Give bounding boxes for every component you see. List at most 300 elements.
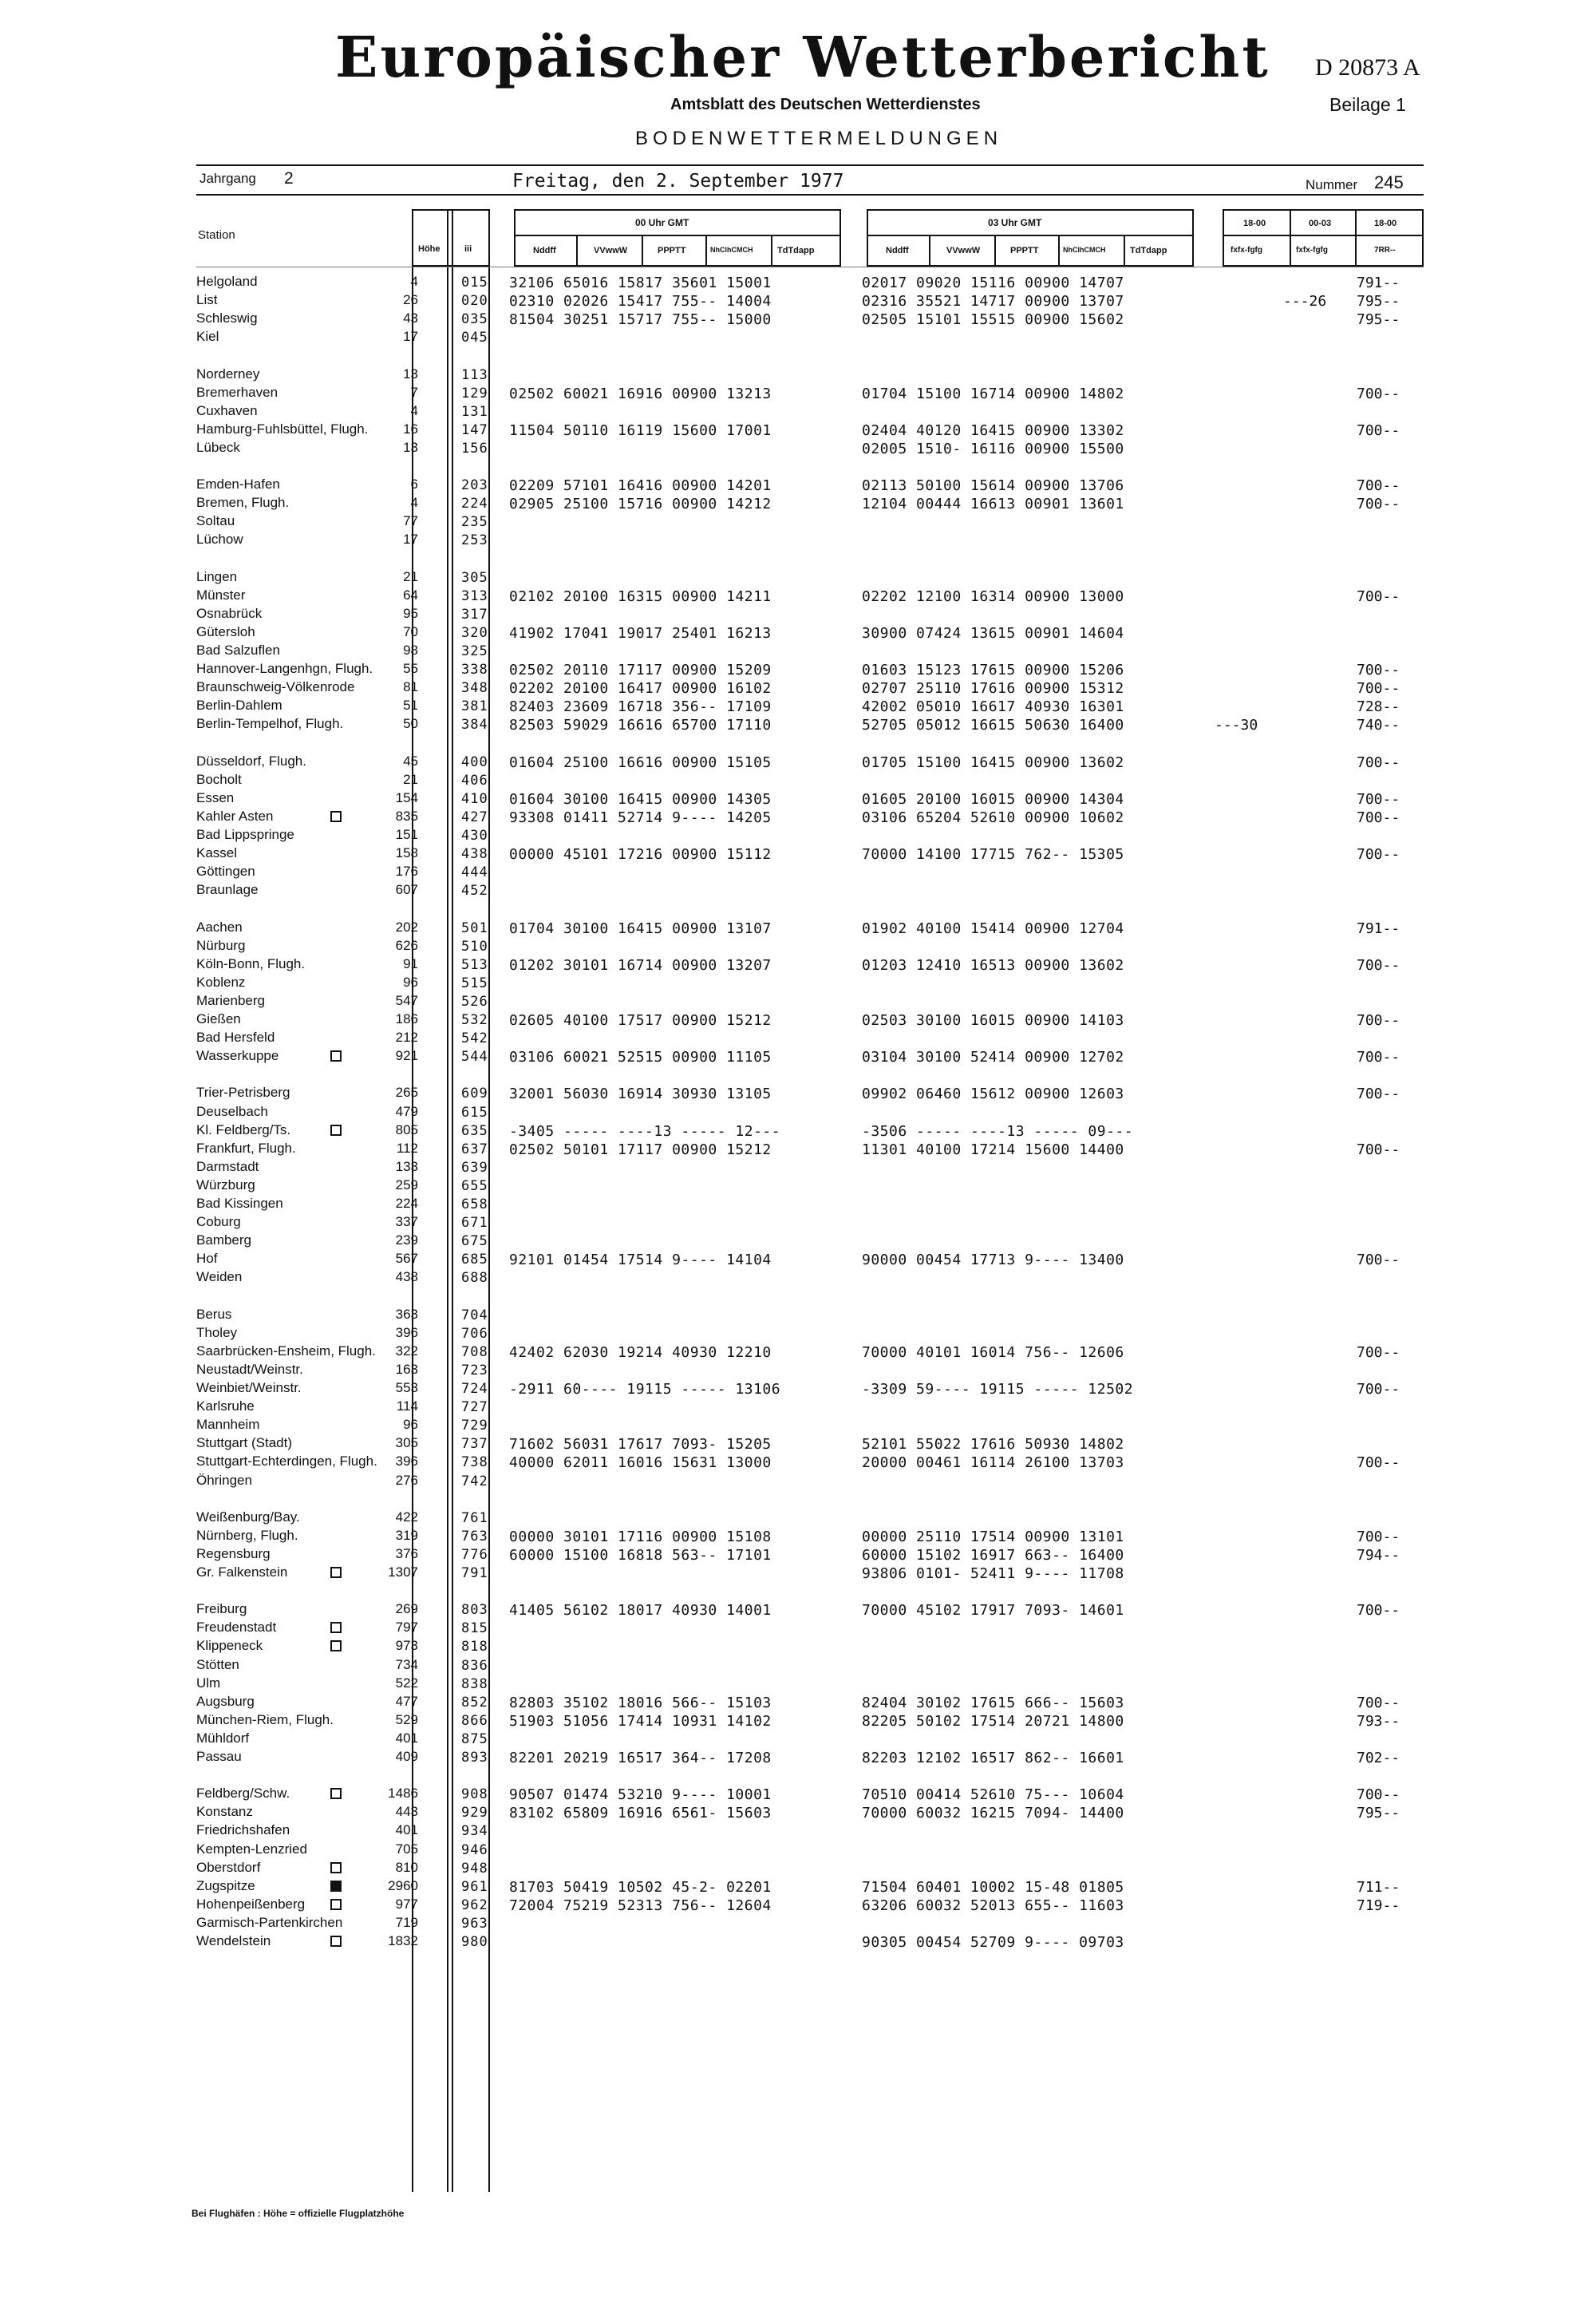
block-00-box (514, 209, 841, 267)
precip-18-00: 740-- (1357, 717, 1400, 734)
station-height: 810 (395, 1859, 418, 1875)
station-height: 479 (395, 1103, 418, 1119)
station-index: 671 (461, 1215, 488, 1232)
station-name: Emden-Hafen (196, 477, 280, 492)
station-name: Karlsruhe (196, 1398, 255, 1414)
obs-00-gmt: 32106 65016 15817 35601 15001 (509, 275, 772, 291)
station-index: 438 (461, 846, 488, 863)
obs-00-gmt: 71602 56031 17617 7093- 15205 (509, 1436, 772, 1454)
station-height: 409 (395, 1749, 418, 1764)
station-row (196, 1232, 1409, 1251)
station-row (196, 1435, 1409, 1454)
station-height: 64 (403, 587, 418, 603)
station-row (196, 716, 1409, 734)
station-index: 742 (461, 1473, 488, 1489)
station-index: 706 (461, 1325, 488, 1342)
obs-03-gmt: 02017 09020 15116 00900 14707 (862, 275, 1124, 291)
station-index: 635 (461, 1122, 488, 1139)
station-height: 977 (395, 1896, 418, 1912)
station-name: Saarbrücken-Ensheim, Flugh. (196, 1343, 376, 1359)
beilage-label: Beilage 1 (1329, 94, 1406, 115)
block-extra-box (1223, 209, 1424, 267)
station-index: 156 (461, 440, 488, 457)
precip-18-00: 700-- (1357, 1343, 1400, 1361)
obs-00-gmt: -2911 60---- 19115 ----- 13106 (509, 1381, 781, 1398)
station-index: 131 (461, 403, 488, 420)
station-name: Stuttgart-Echterdingen, Flugh. (196, 1454, 377, 1469)
station-height: 522 (395, 1675, 418, 1691)
station-name: Gütersloh (196, 623, 255, 639)
station-height: 112 (396, 1140, 418, 1156)
station-height: 186 (395, 1011, 418, 1026)
precip-18-00: 700-- (1357, 680, 1400, 698)
station-row (196, 1564, 1409, 1583)
obs-03-gmt: 02005 1510- 16116 00900 15500 (862, 440, 1124, 457)
station-index: 253 (461, 532, 488, 549)
station-index: 908 (461, 1786, 488, 1803)
precip-18-00: 728-- (1357, 698, 1400, 716)
station-name: Hohenpeißenberg (196, 1896, 306, 1912)
station-index: 113 (461, 366, 488, 383)
station-name: Bad Hersfeld (196, 1030, 275, 1046)
station-row (196, 1638, 1409, 1656)
station-index: 020 (461, 293, 488, 310)
station-row (196, 975, 1409, 993)
station-index: 513 (461, 956, 488, 973)
station-height: 151 (395, 827, 418, 842)
station-row (196, 1601, 1409, 1620)
obs-03-gmt: 01704 15100 16714 00900 14802 (862, 385, 1124, 402)
station-row (196, 587, 1409, 606)
station-name: Lüchow (196, 532, 243, 548)
block-extra-sep1 (1290, 211, 1291, 265)
obs-03-gmt: 02505 15101 15515 00900 15602 (862, 311, 1124, 329)
station-row (196, 1196, 1409, 1214)
obs-03-gmt: 02113 50100 15614 00900 13706 (862, 477, 1124, 495)
station-index: 658 (461, 1196, 488, 1212)
station-name: Nürnberg, Flugh. (196, 1527, 298, 1543)
station-index: 637 (461, 1141, 488, 1157)
col03-tdtd: TdTdapp (1130, 246, 1167, 255)
station-height: 17 (403, 532, 418, 548)
obs-00-gmt: 00000 30101 17116 00900 15108 (509, 1528, 772, 1545)
header-bottom-rule (196, 194, 1424, 196)
station-height: 77 (403, 513, 418, 529)
station-height: 805 (395, 1121, 418, 1137)
station-row (196, 772, 1409, 790)
station-height: 719 (395, 1914, 418, 1930)
station-height: 81 (403, 679, 418, 695)
station-index: 515 (461, 975, 488, 991)
station-name: Tholey (196, 1324, 238, 1340)
station-height: 422 (395, 1509, 418, 1525)
block-00-sep1 (576, 235, 578, 265)
station-name: Frankfurt, Flugh. (196, 1140, 296, 1156)
station-index: 723 (461, 1362, 488, 1378)
station-name: Zugspitze (196, 1877, 255, 1893)
station-row (196, 1786, 1409, 1804)
station-row (196, 1933, 1409, 1952)
obs-00-gmt: 01202 30101 16714 00900 13207 (509, 956, 772, 974)
station-height: 401 (395, 1822, 418, 1838)
station-name: München-Riem, Flugh. (196, 1711, 334, 1727)
col-r1-period: 18-00 (1243, 219, 1266, 228)
station-name: Hamburg-Fuhlsbüttel, Flugh. (196, 421, 369, 437)
precip-18-00: 700-- (1357, 846, 1400, 864)
obs-00-gmt: 82503 59029 16616 65700 17110 (509, 717, 772, 734)
station-height: 70 (403, 623, 418, 639)
station-index: 427 (461, 809, 488, 825)
station-row (196, 1860, 1409, 1878)
obs-03-gmt: 03106 65204 52610 00900 10602 (862, 809, 1124, 826)
station-height: 7 (410, 384, 418, 400)
station-height: 95 (403, 605, 418, 621)
precip-18-00: 700-- (1357, 1049, 1400, 1066)
station-height: 547 (395, 992, 418, 1008)
station-row (196, 938, 1409, 956)
block-03-sep4 (1124, 235, 1125, 265)
station-height: 265 (395, 1085, 418, 1101)
station-row (196, 643, 1409, 661)
col03-vvwww: VVwwW (946, 246, 981, 255)
station-name: Lübeck (196, 439, 240, 455)
station-row (196, 310, 1409, 329)
station-index: 980 (461, 1934, 488, 1950)
col-hoehe: Höhe (418, 244, 440, 254)
station-name: Kassel (196, 845, 238, 861)
station-index: 893 (461, 1750, 488, 1766)
station-height: 259 (395, 1177, 418, 1193)
precip-18-00: 794-- (1357, 1546, 1400, 1564)
mountain-station-marker (330, 1936, 342, 1947)
station-name: Öhringen (196, 1472, 252, 1488)
col-r2-period: 00-03 (1309, 219, 1332, 228)
station-row (196, 1841, 1409, 1860)
col00-tdtd: TdTdapp (777, 246, 815, 255)
station-name: List (196, 292, 218, 308)
block-03-divider (868, 235, 1192, 236)
station-name: Marienberg (196, 992, 265, 1008)
station-height: 305 (395, 1435, 418, 1451)
station-row (196, 845, 1409, 864)
station-row (196, 1804, 1409, 1822)
col-r2-gust: fxfx-fgfg (1296, 246, 1328, 255)
station-row (196, 993, 1409, 1011)
station-row (196, 1325, 1409, 1343)
station-row (196, 1417, 1409, 1435)
station-name: Mühldorf (196, 1730, 250, 1746)
station-row (196, 1085, 1409, 1103)
station-name: Berus (196, 1306, 232, 1322)
station-height: 626 (395, 937, 418, 953)
gust-00-03: ---26 (1283, 293, 1327, 310)
station-index: 317 (461, 606, 488, 623)
station-index: 946 (461, 1841, 488, 1858)
precip-18-00: 700-- (1357, 1454, 1400, 1472)
station-row (196, 606, 1409, 624)
mountain-station-marker (330, 1899, 342, 1910)
station-height: 51 (403, 698, 418, 714)
col-r3-precip: 7RR-- (1374, 246, 1396, 255)
station-index: 803 (461, 1602, 488, 1619)
station-name: Koblenz (196, 974, 246, 990)
station-index: 609 (461, 1086, 488, 1102)
station-index: 410 (461, 790, 488, 807)
station-height: 13 (403, 366, 418, 382)
col-r3-period: 18-00 (1374, 219, 1397, 228)
station-name: Weißenburg/Bay. (196, 1509, 300, 1525)
station-height: 734 (395, 1656, 418, 1672)
station-row (196, 882, 1409, 900)
block-03-title: 03 Uhr GMT (988, 217, 1042, 228)
station-name: Deuselbach (196, 1103, 268, 1119)
station-index: 348 (461, 680, 488, 697)
obs-03-gmt: 70000 45102 17917 7093- 14601 (862, 1602, 1124, 1620)
obs-00-gmt: 02502 20110 17117 00900 15209 (509, 662, 772, 679)
precip-18-00: 700-- (1357, 753, 1400, 771)
nummer-value: 245 (1374, 172, 1404, 192)
precip-18-00: 700-- (1357, 1528, 1400, 1545)
station-height: 26 (403, 292, 418, 308)
obs-03-gmt: 02404 40120 16415 00900 13302 (862, 421, 1124, 439)
station-height: 396 (395, 1454, 418, 1469)
obs-03-gmt: 09902 06460 15612 00900 12603 (862, 1086, 1124, 1103)
station-height: 21 (403, 568, 418, 584)
station-index: 655 (461, 1177, 488, 1194)
station-index: 406 (461, 772, 488, 789)
station-name: Bamberg (196, 1232, 251, 1248)
station-height: 1832 (388, 1933, 418, 1948)
station-height: 21 (403, 771, 418, 787)
precip-18-00: 793-- (1357, 1712, 1400, 1730)
station-height: 6 (410, 477, 418, 492)
obs-00-gmt: 01604 30100 16415 00900 14305 (509, 790, 772, 808)
station-name: Osnabrück (196, 605, 263, 621)
station-name: Bad Salzuflen (196, 643, 280, 658)
station-row (196, 1546, 1409, 1564)
station-name: Oberstdorf (196, 1859, 261, 1875)
col03-nh: NhClhCMCH (1063, 246, 1106, 254)
obs-00-gmt: 81703 50419 10502 45-2- 02201 (509, 1878, 772, 1896)
station-row (196, 1177, 1409, 1196)
col-iii: iii (464, 244, 472, 254)
obs-03-gmt: 42002 05010 16617 40930 16301 (862, 698, 1124, 716)
mountain-station-marker (330, 1622, 342, 1633)
obs-03-gmt: 02707 25110 17616 00900 15312 (862, 680, 1124, 698)
station-index: 961 (461, 1878, 488, 1895)
obs-03-gmt: 60000 15102 16917 663-- 16400 (862, 1546, 1124, 1564)
station-name: Lingen (196, 568, 238, 584)
block-00-divider (516, 235, 839, 236)
block-03-sep3 (1058, 235, 1060, 265)
station-row (196, 366, 1409, 385)
station-name: Augsburg (196, 1693, 255, 1709)
obs-03-gmt: 82404 30102 17615 666-- 15603 (862, 1694, 1124, 1711)
station-height: 567 (395, 1251, 418, 1267)
station-row (196, 569, 1409, 587)
station-index: 320 (461, 624, 488, 641)
station-index: 688 (461, 1270, 488, 1287)
station-row (196, 1694, 1409, 1712)
station-height: 91 (403, 955, 418, 971)
station-name: Bocholt (196, 771, 242, 787)
station-row (196, 1307, 1409, 1325)
station-height: 17 (403, 329, 418, 345)
station-row (196, 1712, 1409, 1730)
station-height: 239 (395, 1232, 418, 1248)
document-number: D 20873 A (1315, 54, 1420, 81)
mountain-station-marker (330, 1567, 342, 1578)
station-index: 615 (461, 1104, 488, 1121)
station-height: 163 (395, 1361, 418, 1377)
station-index: 763 (461, 1528, 488, 1545)
obs-03-gmt: 70510 00414 52610 75--- 10604 (862, 1786, 1124, 1804)
col00-nddff: Nddff (533, 246, 556, 255)
station-index: 639 (461, 1159, 488, 1176)
station-row (196, 827, 1409, 845)
station-height: 114 (396, 1398, 418, 1414)
obs-03-gmt: 20000 00461 16114 26100 13703 (862, 1454, 1124, 1472)
station-row (196, 1011, 1409, 1030)
station-index: 501 (461, 920, 488, 936)
precip-18-00: 700-- (1357, 790, 1400, 808)
station-row (196, 1822, 1409, 1841)
station-height: 477 (395, 1693, 418, 1709)
gust-18-00: ---30 (1215, 717, 1258, 734)
station-name: Berlin-Dahlem (196, 698, 282, 714)
mountain-station-marker (330, 1788, 342, 1799)
station-height: 396 (395, 1324, 418, 1340)
precip-18-00: 700-- (1357, 809, 1400, 826)
station-index: 325 (461, 643, 488, 659)
station-index: 852 (461, 1694, 488, 1711)
station-row (196, 1343, 1409, 1362)
station-row (196, 1269, 1409, 1287)
obs-00-gmt: 40000 62011 16016 15631 13000 (509, 1454, 772, 1472)
obs-03-gmt: 02316 35521 14717 00900 13707 (862, 293, 1124, 310)
station-row (196, 956, 1409, 975)
obs-03-gmt: 01605 20100 16015 00900 14304 (862, 790, 1124, 808)
block-00-title: 00 Uhr GMT (635, 217, 689, 228)
station-index: 791 (461, 1565, 488, 1581)
obs-03-gmt: 01902 40100 15414 00900 12704 (862, 920, 1124, 937)
station-index: 444 (461, 864, 488, 881)
block-00-sep2 (642, 235, 643, 265)
obs-00-gmt: 32001 56030 16914 30930 13105 (509, 1086, 772, 1103)
station-row (196, 403, 1409, 421)
precip-18-00: 700-- (1357, 421, 1400, 439)
station-row (196, 1380, 1409, 1398)
station-height: 607 (395, 882, 418, 898)
station-name: Weinbiet/Weinstr. (196, 1380, 302, 1395)
station-height: 973 (395, 1638, 418, 1654)
station-row (196, 1730, 1409, 1749)
nummer-label: Nummer (1306, 177, 1358, 192)
precip-18-00: 700-- (1357, 1252, 1400, 1269)
station-index: 313 (461, 587, 488, 604)
station-name: Passau (196, 1749, 242, 1764)
station-name: Freudenstadt (196, 1620, 277, 1635)
station-index: 727 (461, 1399, 488, 1416)
obs-00-gmt: 02905 25100 15716 00900 14212 (509, 496, 772, 513)
station-index: 305 (461, 569, 488, 586)
station-height: 98 (403, 643, 418, 658)
station-index: 452 (461, 883, 488, 900)
station-height: 401 (395, 1730, 418, 1746)
obs-03-gmt: 03104 30100 52414 00900 12702 (862, 1049, 1124, 1066)
obs-00-gmt: 41902 17041 19017 25401 16213 (509, 624, 772, 642)
obs-00-gmt: 00000 45101 17216 00900 15112 (509, 846, 772, 864)
station-name: Regensburg (196, 1545, 271, 1561)
station-index: 737 (461, 1436, 488, 1453)
precip-18-00: 700-- (1357, 662, 1400, 679)
station-height: 154 (395, 789, 418, 805)
obs-03-gmt: 01203 12410 16513 00900 13602 (862, 956, 1124, 974)
station-name: Hof (196, 1251, 218, 1267)
obs-00-gmt: 83102 65809 16916 6561- 15603 (509, 1805, 772, 1822)
obs-00-gmt: 02202 20100 16417 00900 16102 (509, 680, 772, 698)
station-index: 729 (461, 1418, 488, 1434)
station-row (196, 698, 1409, 716)
obs-00-gmt: 82803 35102 18016 566-- 15103 (509, 1694, 772, 1711)
station-name: Hannover-Langenhgn, Flugh. (196, 661, 373, 677)
obs-03-gmt: 01603 15123 17615 00900 15206 (862, 662, 1124, 679)
station-name: Göttingen (196, 864, 255, 880)
station-height: 443 (395, 1804, 418, 1820)
station-row (196, 495, 1409, 513)
obs-00-gmt: 02102 20100 16315 00900 14211 (509, 587, 772, 605)
block-00-sep3 (705, 235, 707, 265)
precip-18-00: 791-- (1357, 275, 1400, 291)
obs-03-gmt: 90305 00454 52709 9---- 09703 (862, 1934, 1124, 1951)
station-name: Norderney (196, 366, 260, 382)
station-row (196, 661, 1409, 679)
station-name: Neustadt/Weinstr. (196, 1361, 303, 1377)
station-height: 4 (410, 274, 418, 289)
station-row (196, 1749, 1409, 1767)
station-height: 705 (395, 1841, 418, 1857)
obs-03-gmt: 12104 00444 16613 00901 13601 (862, 496, 1124, 513)
precip-18-00: 700-- (1357, 1602, 1400, 1620)
obs-03-gmt: 52705 05012 16615 50630 16400 (862, 717, 1124, 734)
obs-03-gmt: 70000 14100 17715 762-- 15305 (862, 846, 1124, 864)
station-index: 035 (461, 311, 488, 328)
station-row (196, 477, 1409, 495)
block-03-sep2 (994, 235, 996, 265)
station-height: 50 (403, 716, 418, 732)
station-index: 708 (461, 1343, 488, 1360)
station-name: Stötten (196, 1656, 239, 1672)
obs-03-gmt: 82203 12102 16517 862-- 16601 (862, 1750, 1124, 1766)
station-row (196, 1620, 1409, 1638)
obs-03-gmt: 93806 0101- 52411 9---- 11708 (862, 1565, 1124, 1582)
station-index: 875 (461, 1730, 488, 1747)
station-index: 962 (461, 1897, 488, 1913)
station-name: Friedrichshafen (196, 1822, 290, 1838)
obs-00-gmt: 01704 30100 16415 00900 13107 (509, 920, 772, 937)
station-name: Wendelstein (196, 1933, 271, 1948)
obs-03-gmt: 70000 60032 16215 7094- 14400 (862, 1805, 1124, 1822)
station-index: 203 (461, 477, 488, 494)
station-name: Schleswig (196, 310, 258, 326)
station-row (196, 1878, 1409, 1897)
col03-nddff: Nddff (886, 246, 909, 255)
station-height: 363 (395, 1306, 418, 1322)
station-index: 934 (461, 1823, 488, 1840)
station-index: 224 (461, 496, 488, 512)
obs-03-gmt: 70000 40101 16014 756-- 12606 (862, 1343, 1124, 1361)
obs-00-gmt: 02605 40100 17517 00900 15212 (509, 1012, 772, 1029)
